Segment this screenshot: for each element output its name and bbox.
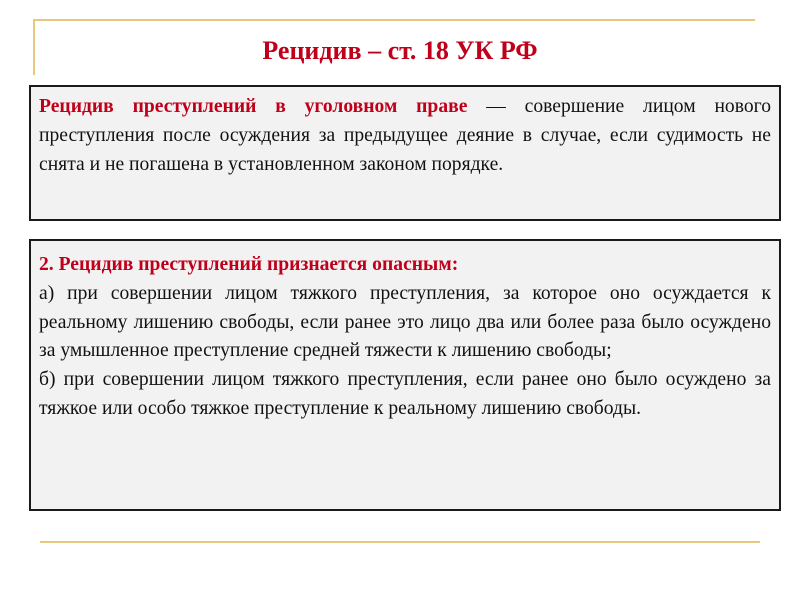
top-accent-line [33,19,755,21]
article-item-b: б) при совершении лицом тяжкого преступления, если ранее оно было осуждено за тяжкое или особо тяжкое преступление к реальному лишению свободы. [39,369,771,419]
bottom-accent-line [40,541,760,543]
article-box [29,239,781,511]
slide-title: Рецидив – ст. 18 УК РФ [262,36,538,65]
article-heading: 2. Рецидив преступлений признается опасным: [39,254,459,275]
definition-term: Рецидив преступлений в уголовном праве [39,96,468,117]
article-item-a: а) при совершении лицом тяжкого преступления, за которое оно осуждается к реальному лишению свободы, если ранее это лицо два или более раза было осуждено за умышленное преступление средней тяжести к лишению свободы; [39,282,771,362]
definition-text: — совершение лицом нового преступления после осуждения за предыдущее деяние в случае, если судимость не снята и не погашена в установленном законом порядке. [39,96,771,175]
definition-box [29,85,781,221]
definition-paragraph [39,93,771,179]
